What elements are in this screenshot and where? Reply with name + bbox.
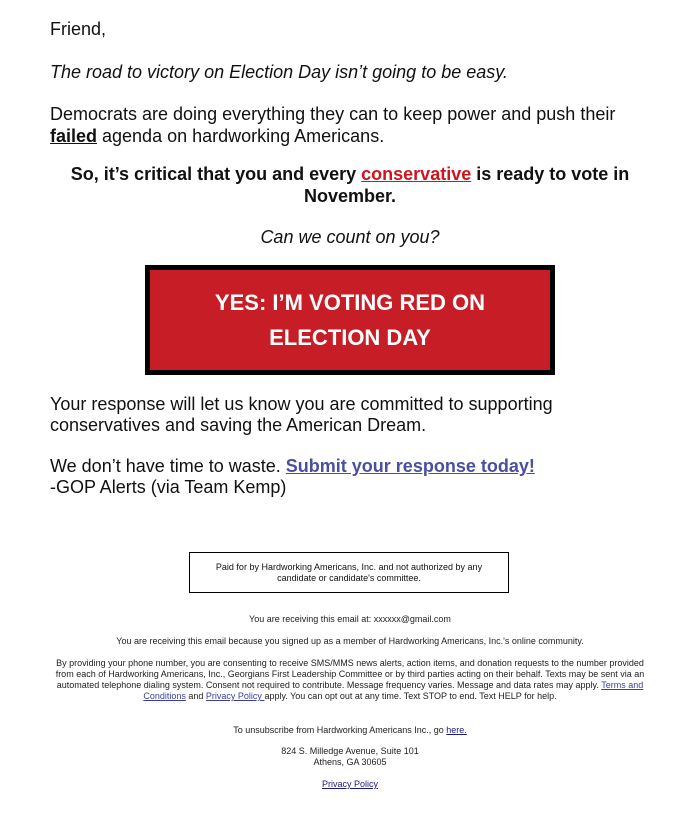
submit-paragraph [50, 456, 650, 498]
question: Can we count on you? [260, 227, 440, 247]
receiving-at: You are receiving this email at: xxxxxx@gmail.com [249, 614, 451, 624]
conservative-link[interactable]: conservative [361, 164, 472, 184]
text: So, it’s critical that you and every [70, 164, 362, 184]
address-line-2: Athens, GA 30605 [313, 757, 387, 767]
text: We don’t have time to waste. [50, 456, 286, 476]
privacy-link[interactable]: Privacy Policy [205, 691, 265, 701]
cta-line-1: YES: I’M VOTING RED ON [214, 290, 486, 315]
paid-for-disclaimer [189, 552, 509, 593]
text: To unsubscribe from Hardworking Americans Inc., go [233, 725, 447, 735]
greeting: Friend, [50, 19, 107, 39]
submit-response-link[interactable]: Submit your response today! [285, 456, 535, 476]
unsubscribe-link[interactable]: here. [446, 725, 467, 735]
response-paragraph: Your response will let us know you are committed to supporting conservatives and saving the American Dream. [50, 394, 553, 435]
terms-link[interactable]: Terms and Conditions [143, 680, 644, 701]
cta-line-2: ELECTION DAY [269, 325, 431, 350]
text: and [185, 691, 206, 701]
privacy-policy-footer [60, 779, 640, 790]
sms-consent [55, 658, 645, 702]
intro-text: The road to victory on Election Day isn’t going to be easy. [50, 62, 508, 82]
text: apply. You can opt out at any time. Text STOP to end. Text HELP for help. [264, 691, 557, 701]
signature: -GOP Alerts (via Team Kemp) [50, 477, 287, 497]
voting-red-cta-button[interactable] [145, 265, 555, 375]
receiving-because: You are receiving this email because you signed up as a member of Hardworking Americans, Inc.'s online community. [116, 636, 584, 646]
text: agenda on hardworking Americans. [97, 126, 385, 146]
privacy-policy-link[interactable]: Privacy Policy [321, 779, 378, 789]
text: is ready to vote in November. [303, 164, 630, 206]
address-line-1: 824 S. Milledge Avenue, Suite 101 [281, 746, 419, 756]
failed-emphasis: failed [50, 126, 98, 146]
text: By providing your phone number, you are consenting to receive SMS/MMS news alerts, action items, and donation requests to the number provided from each of Hardworking Americans, Inc., Georgians First Leadership Committee or by third parties acting on their behalf. Texts may be sent via an automated telephone dialing system. Consent not required to contribute. Message frequency varies. Message and data rates may apply. [55, 658, 645, 690]
paragraph-critical [50, 163, 650, 207]
paragraph-democrats [50, 103, 650, 147]
disclaimer-text: Paid for by Hardworking Americans, Inc. and not authorized by any candidate or candidate's committee. [215, 561, 483, 583]
unsubscribe [60, 725, 640, 736]
text: Democrats are doing everything they can to keep power and push their [50, 104, 616, 124]
